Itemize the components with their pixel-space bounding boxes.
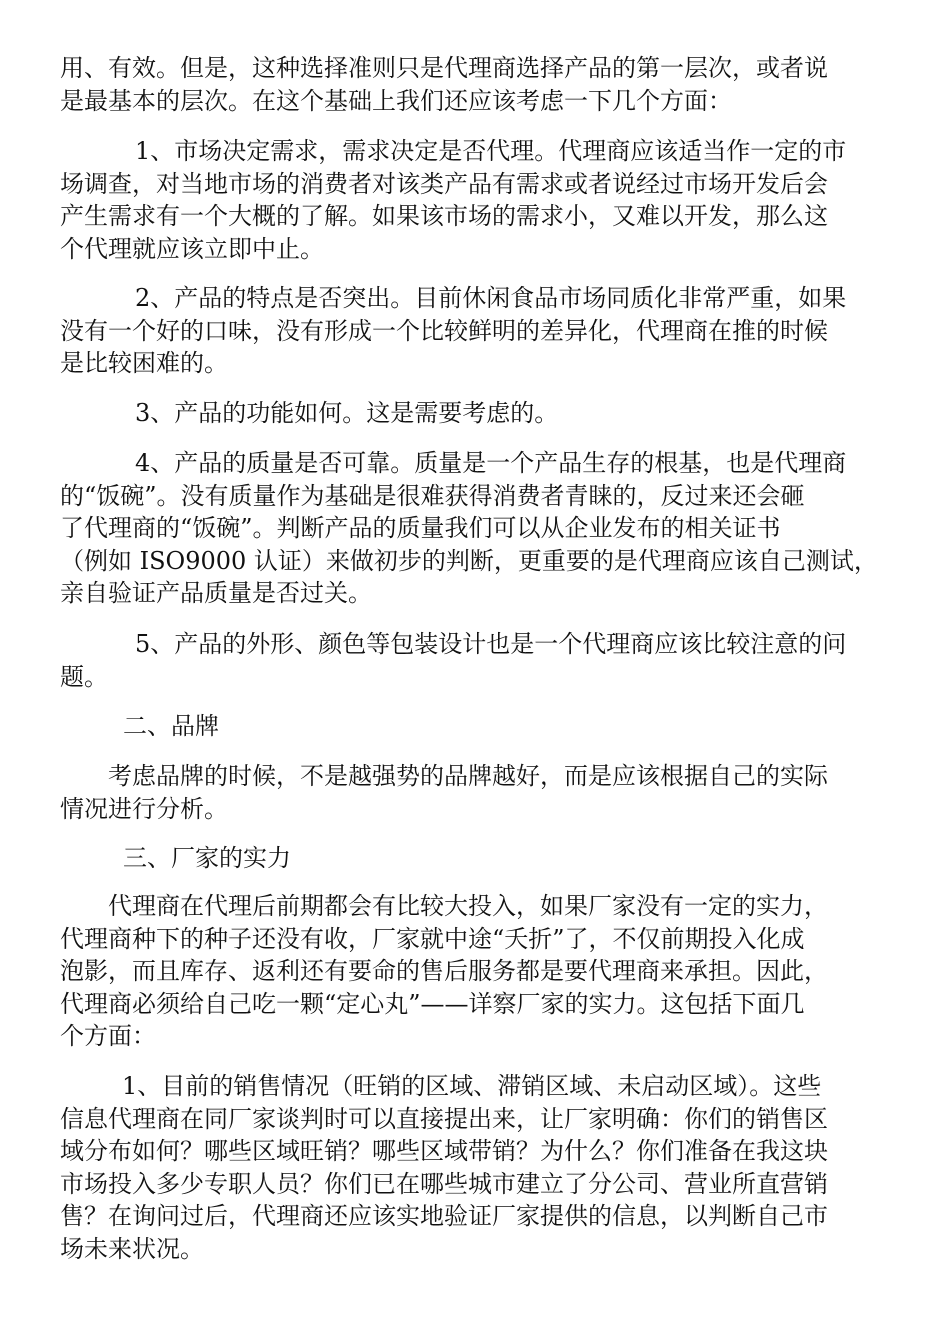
section-heading-manufacturer (60, 842, 920, 875)
text-line: 用、有效。但是，这种选择准则只是代理商选择产品的第一层次，或者说 (60, 54, 828, 82)
paragraph-point-4 (60, 447, 920, 610)
text-line: 题。 (60, 662, 108, 691)
text-line: 了代理商的“饭碗”。判断产品的质量我们可以从企业发布的相关证书 (60, 514, 781, 543)
text-line: 代理商种下的种子还没有收，厂家就中途“夭折”了，不仅前期投入化成 (60, 924, 805, 953)
text-line: 没有一个好的口味，没有形成一个比较鲜明的差异化，代理商在推的时候 (60, 316, 828, 345)
text-line: 三、厂家的实力 (123, 844, 291, 872)
text-line: 1、目前的销售情况（旺销的区域、滞销区域、未启动区域）。这些 (122, 1072, 822, 1100)
text-line: 个方面： (60, 1022, 156, 1051)
text-line: 产生需求有一个大概的了解。如果该市场的需求小，又难以开发，那么这 (60, 202, 828, 231)
text-line: 3、产品的功能如何。这是需要考虑的。 (135, 399, 559, 427)
text-line: 泡影，而且库存、返利还有要命的售后服务都是要代理商来承担。因此， (60, 957, 828, 986)
paragraph-intro (60, 52, 920, 117)
text-line: 亲自验证产品质量是否过关。 (60, 579, 372, 608)
paragraph-point-5 (60, 628, 920, 693)
paragraph-brand (60, 760, 920, 825)
text-line: 场调查，对当地市场的消费者对该类产品有需求或者说经过市场开发后会 (60, 169, 828, 198)
text-line: 5、产品的外形、颜色等包装设计也是一个代理商应该比较注意的问 (135, 630, 847, 658)
text-line: 情况进行分析。 (60, 794, 228, 823)
text-line: 4、产品的质量是否可靠。质量是一个产品生存的根基，也是代理商 (135, 449, 847, 477)
text-line: 个代理就应该立即中止。 (60, 234, 324, 263)
text-line: 的“饭碗”。没有质量作为基础是很难获得消费者青睐的，反过来还会砸 (60, 481, 805, 510)
text-line: 场未来状况。 (60, 1234, 204, 1263)
text-line: 是比较困难的。 (60, 349, 228, 378)
paragraph-point-3 (60, 397, 920, 430)
text-line: 信息代理商在同厂家谈判时可以直接提出来，让厂家明确：你们的销售区 (60, 1104, 828, 1133)
paragraph-point-1 (60, 135, 920, 265)
paragraph-sales-situation (60, 1070, 920, 1266)
text-line: 1、市场决定需求，需求决定是否代理。代理商应该适当作一定的市 (135, 137, 847, 165)
text-line: 市场投入多少专职人员？你们已在哪些城市建立了分公司、营业所直营销 (60, 1169, 828, 1198)
text-line: 考虑品牌的时候，不是越强势的品牌越好，而是应该根据自己的实际 (108, 762, 828, 790)
paragraph-point-2 (60, 282, 920, 380)
text-line: 二、品牌 (123, 712, 219, 740)
text-line: 代理商必须给自己吃一颗“定心丸”——详察厂家的实力。这包括下面几 (60, 989, 805, 1018)
paragraph-manufacturer (60, 890, 920, 1053)
section-heading-brand (60, 710, 920, 743)
text-line: 域分布如何？哪些区域旺销？哪些区域带销？为什么？你们准备在我这块 (60, 1137, 828, 1166)
text-line: （例如 ISO9000 认证）来做初步的判断，更重要的是代理商应该自己测试， (60, 546, 878, 575)
text-line: 代理商在代理后前期都会有比较大投入，如果厂家没有一定的实力， (108, 892, 828, 920)
text-line: 2、产品的特点是否突出。目前休闲食品市场同质化非常严重，如果 (135, 284, 847, 312)
text-line: 售？在询问过后，代理商还应该实地验证厂家提供的信息，以判断自己市 (60, 1202, 828, 1231)
text-line: 是最基本的层次。在这个基础上我们还应该考虑一下几个方面： (60, 86, 732, 115)
